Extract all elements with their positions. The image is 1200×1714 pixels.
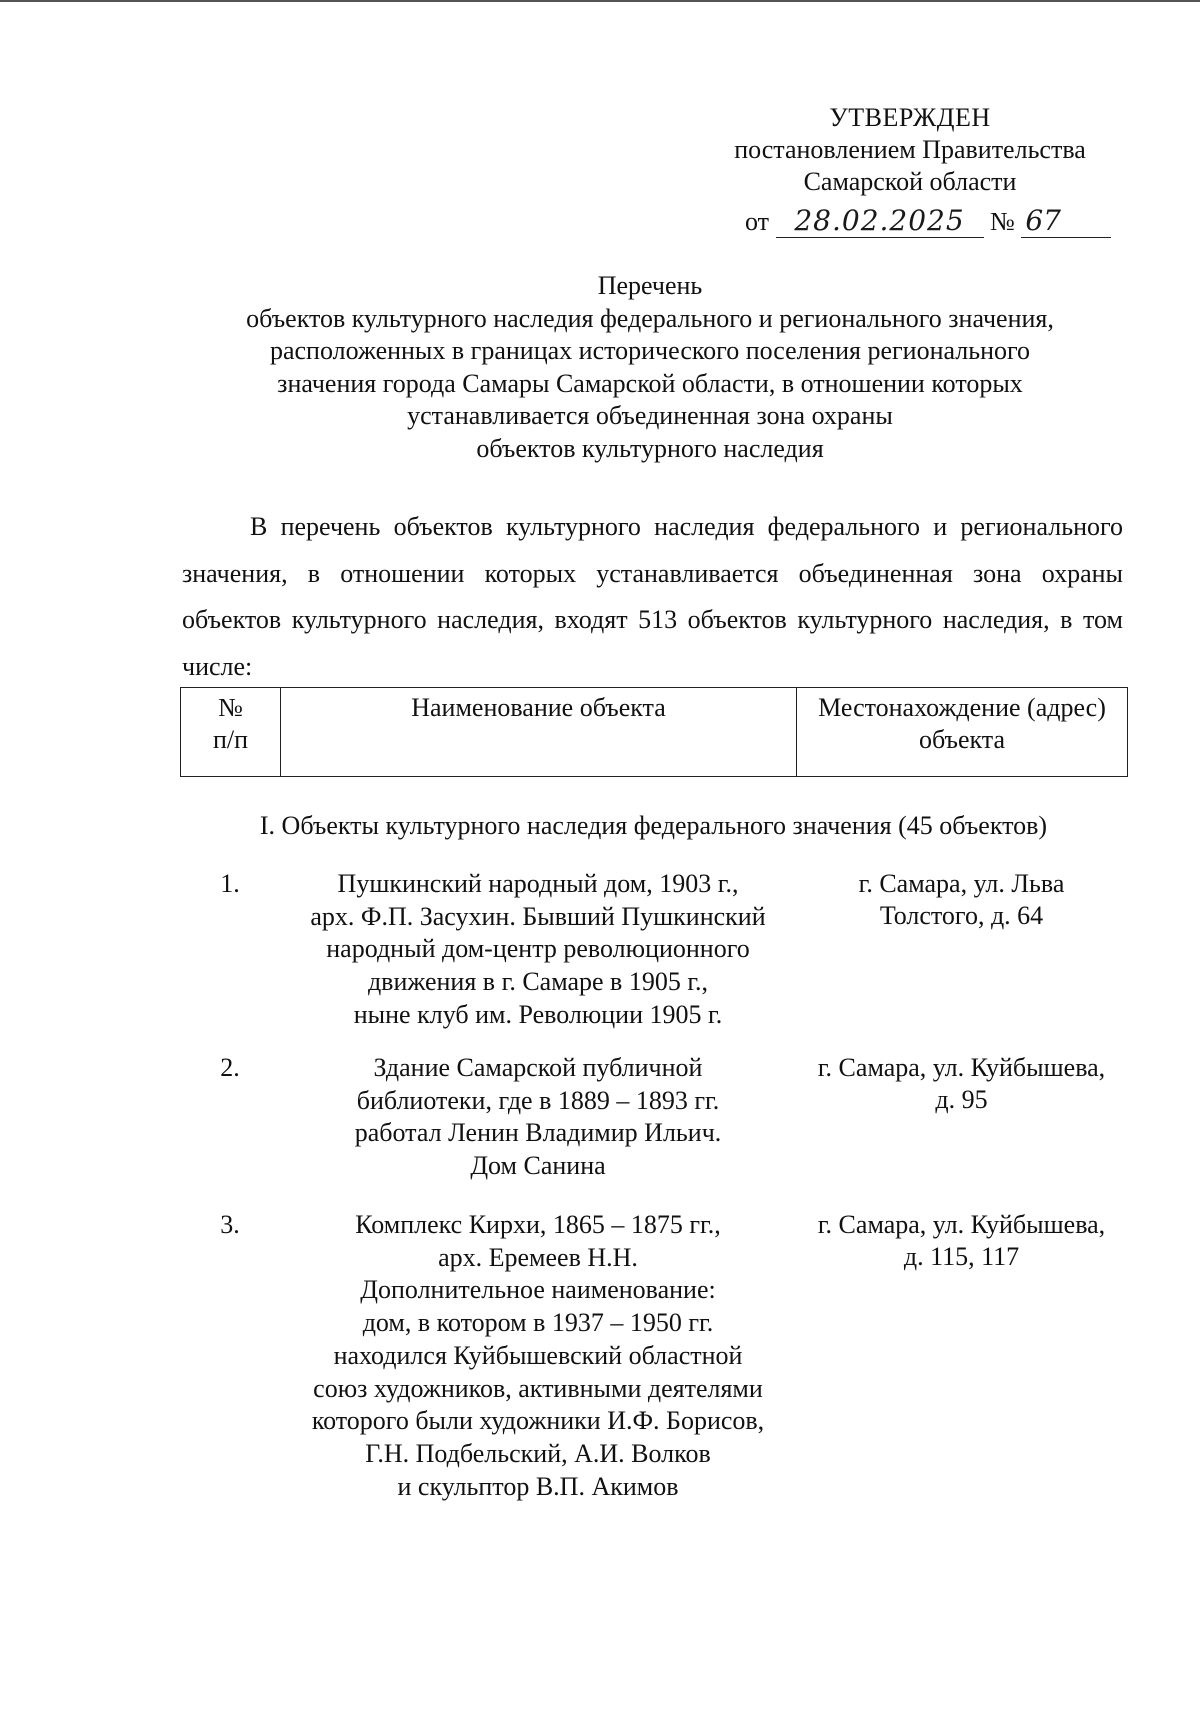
- approval-line-3: Самарской области: [803, 167, 1017, 196]
- item-number: 2.: [220, 1053, 240, 1082]
- item-address-line: д. 115, 117: [903, 1242, 1020, 1271]
- title-line-4: устанавливается объединенная зона охраны: [407, 401, 893, 430]
- item-name-line: ныне клуб им. Революции 1905 г.: [353, 999, 723, 1029]
- section-title: I. Объекты культурного наследия федерального значения (45 объектов): [259, 811, 1048, 840]
- item-name-line: народный дом-центр революционного: [326, 934, 750, 964]
- item-name-line: арх. Ф.П. Засухин. Бывший Пушкинский: [310, 901, 766, 931]
- approval-number-handwritten: 67: [1021, 205, 1111, 238]
- item-name-line: Г.Н. Подбельский, А.И. Волков: [365, 1438, 711, 1468]
- item-name-line: Здание Самарской публичной: [373, 1053, 703, 1082]
- item-name-line: библиотеки, где в 1889 – 1893 гг.: [356, 1085, 720, 1115]
- item-name-line: находился Куйбышевский областной: [333, 1340, 743, 1370]
- header-number-abbr: п/п: [212, 725, 249, 754]
- header-cell-number: [181, 688, 281, 777]
- item-name-line: которого были художники И.Ф. Борисов,: [311, 1406, 765, 1436]
- title-line-2: расположенных в границах исторического поселения регионального: [269, 336, 1031, 365]
- page-top-border: [0, 0, 1200, 2]
- approval-line-2: постановлением Правительства: [734, 135, 1086, 164]
- item-name-line: арх. Еремеев Н.Н.: [438, 1242, 638, 1272]
- item-number: 3.: [220, 1210, 240, 1239]
- approval-date-line: [745, 205, 1125, 241]
- item-address-line: Толстого, д. 64: [879, 901, 1044, 930]
- header-number-sign: №: [218, 693, 243, 722]
- title-line-1: объектов культурного наследия федерального и регионального значения,: [246, 303, 1054, 333]
- approval-stamp: [700, 102, 1120, 198]
- approval-date-handwritten: 28.02.2025: [776, 205, 984, 238]
- item-name-line: движения в г. Самаре в 1905 г.,: [367, 967, 709, 997]
- item-address-line: г. Самара, ул. Куйбышева,: [817, 1053, 1106, 1082]
- table-header: [180, 687, 1128, 777]
- document-title: [150, 270, 1150, 465]
- item-address: [796, 1052, 1127, 1116]
- item-name: [280, 1052, 796, 1183]
- item-name-line: Пушкинский народный дом, 1903 г.,: [337, 869, 739, 898]
- item-address-line: г. Самара, ул. Льва: [858, 869, 1065, 898]
- item-name: [280, 1209, 796, 1503]
- approval-date-prefix: от: [745, 207, 770, 236]
- header-cell-address: [797, 688, 1128, 777]
- title-heading: Перечень: [597, 271, 703, 300]
- header-address-line-1: Местонахождение (адрес): [818, 693, 1106, 722]
- item-name-line: Дополнительное наименование:: [360, 1275, 716, 1305]
- item-name-line: Комплекс Кирхи, 1865 – 1875 гг.,: [355, 1210, 721, 1239]
- item-address: [796, 868, 1127, 932]
- item-address-line: г. Самара, ул. Куйбышева,: [817, 1210, 1106, 1239]
- item-name-line: союз художников, активными деятелями: [313, 1373, 763, 1403]
- item-name-line: и скульптор В.П. Акимов: [397, 1471, 679, 1501]
- item-name-line: Дом Санина: [470, 1151, 606, 1181]
- item-address: [796, 1209, 1127, 1273]
- approval-heading: УТВЕРЖДЕН: [829, 103, 991, 132]
- item-name-line: работал Ленин Владимир Ильич.: [354, 1118, 722, 1148]
- item-name-line: дом, в котором в 1937 – 1950 гг.: [362, 1308, 714, 1338]
- item-address-line: д. 95: [935, 1085, 988, 1114]
- approval-number-sign: №: [990, 207, 1015, 236]
- title-line-5: объектов культурного наследия: [476, 433, 824, 463]
- header-name-label: Наименование объекта: [411, 693, 666, 722]
- intro-paragraph: В перечень объектов культурного наследия федерального и регионального значения, в отношении которых устанавливается объединенная зона охраны объектов культурного наследия, входят 513 объектов культурного наследия, в том числе:: [182, 512, 1123, 681]
- header-address-line-2: объекта: [918, 725, 1006, 754]
- header-cell-name: [281, 688, 797, 777]
- item-name: [280, 868, 796, 1032]
- item-number: 1.: [220, 869, 240, 898]
- title-line-3: значения города Самары Самарской области, в отношении которых: [277, 368, 1023, 398]
